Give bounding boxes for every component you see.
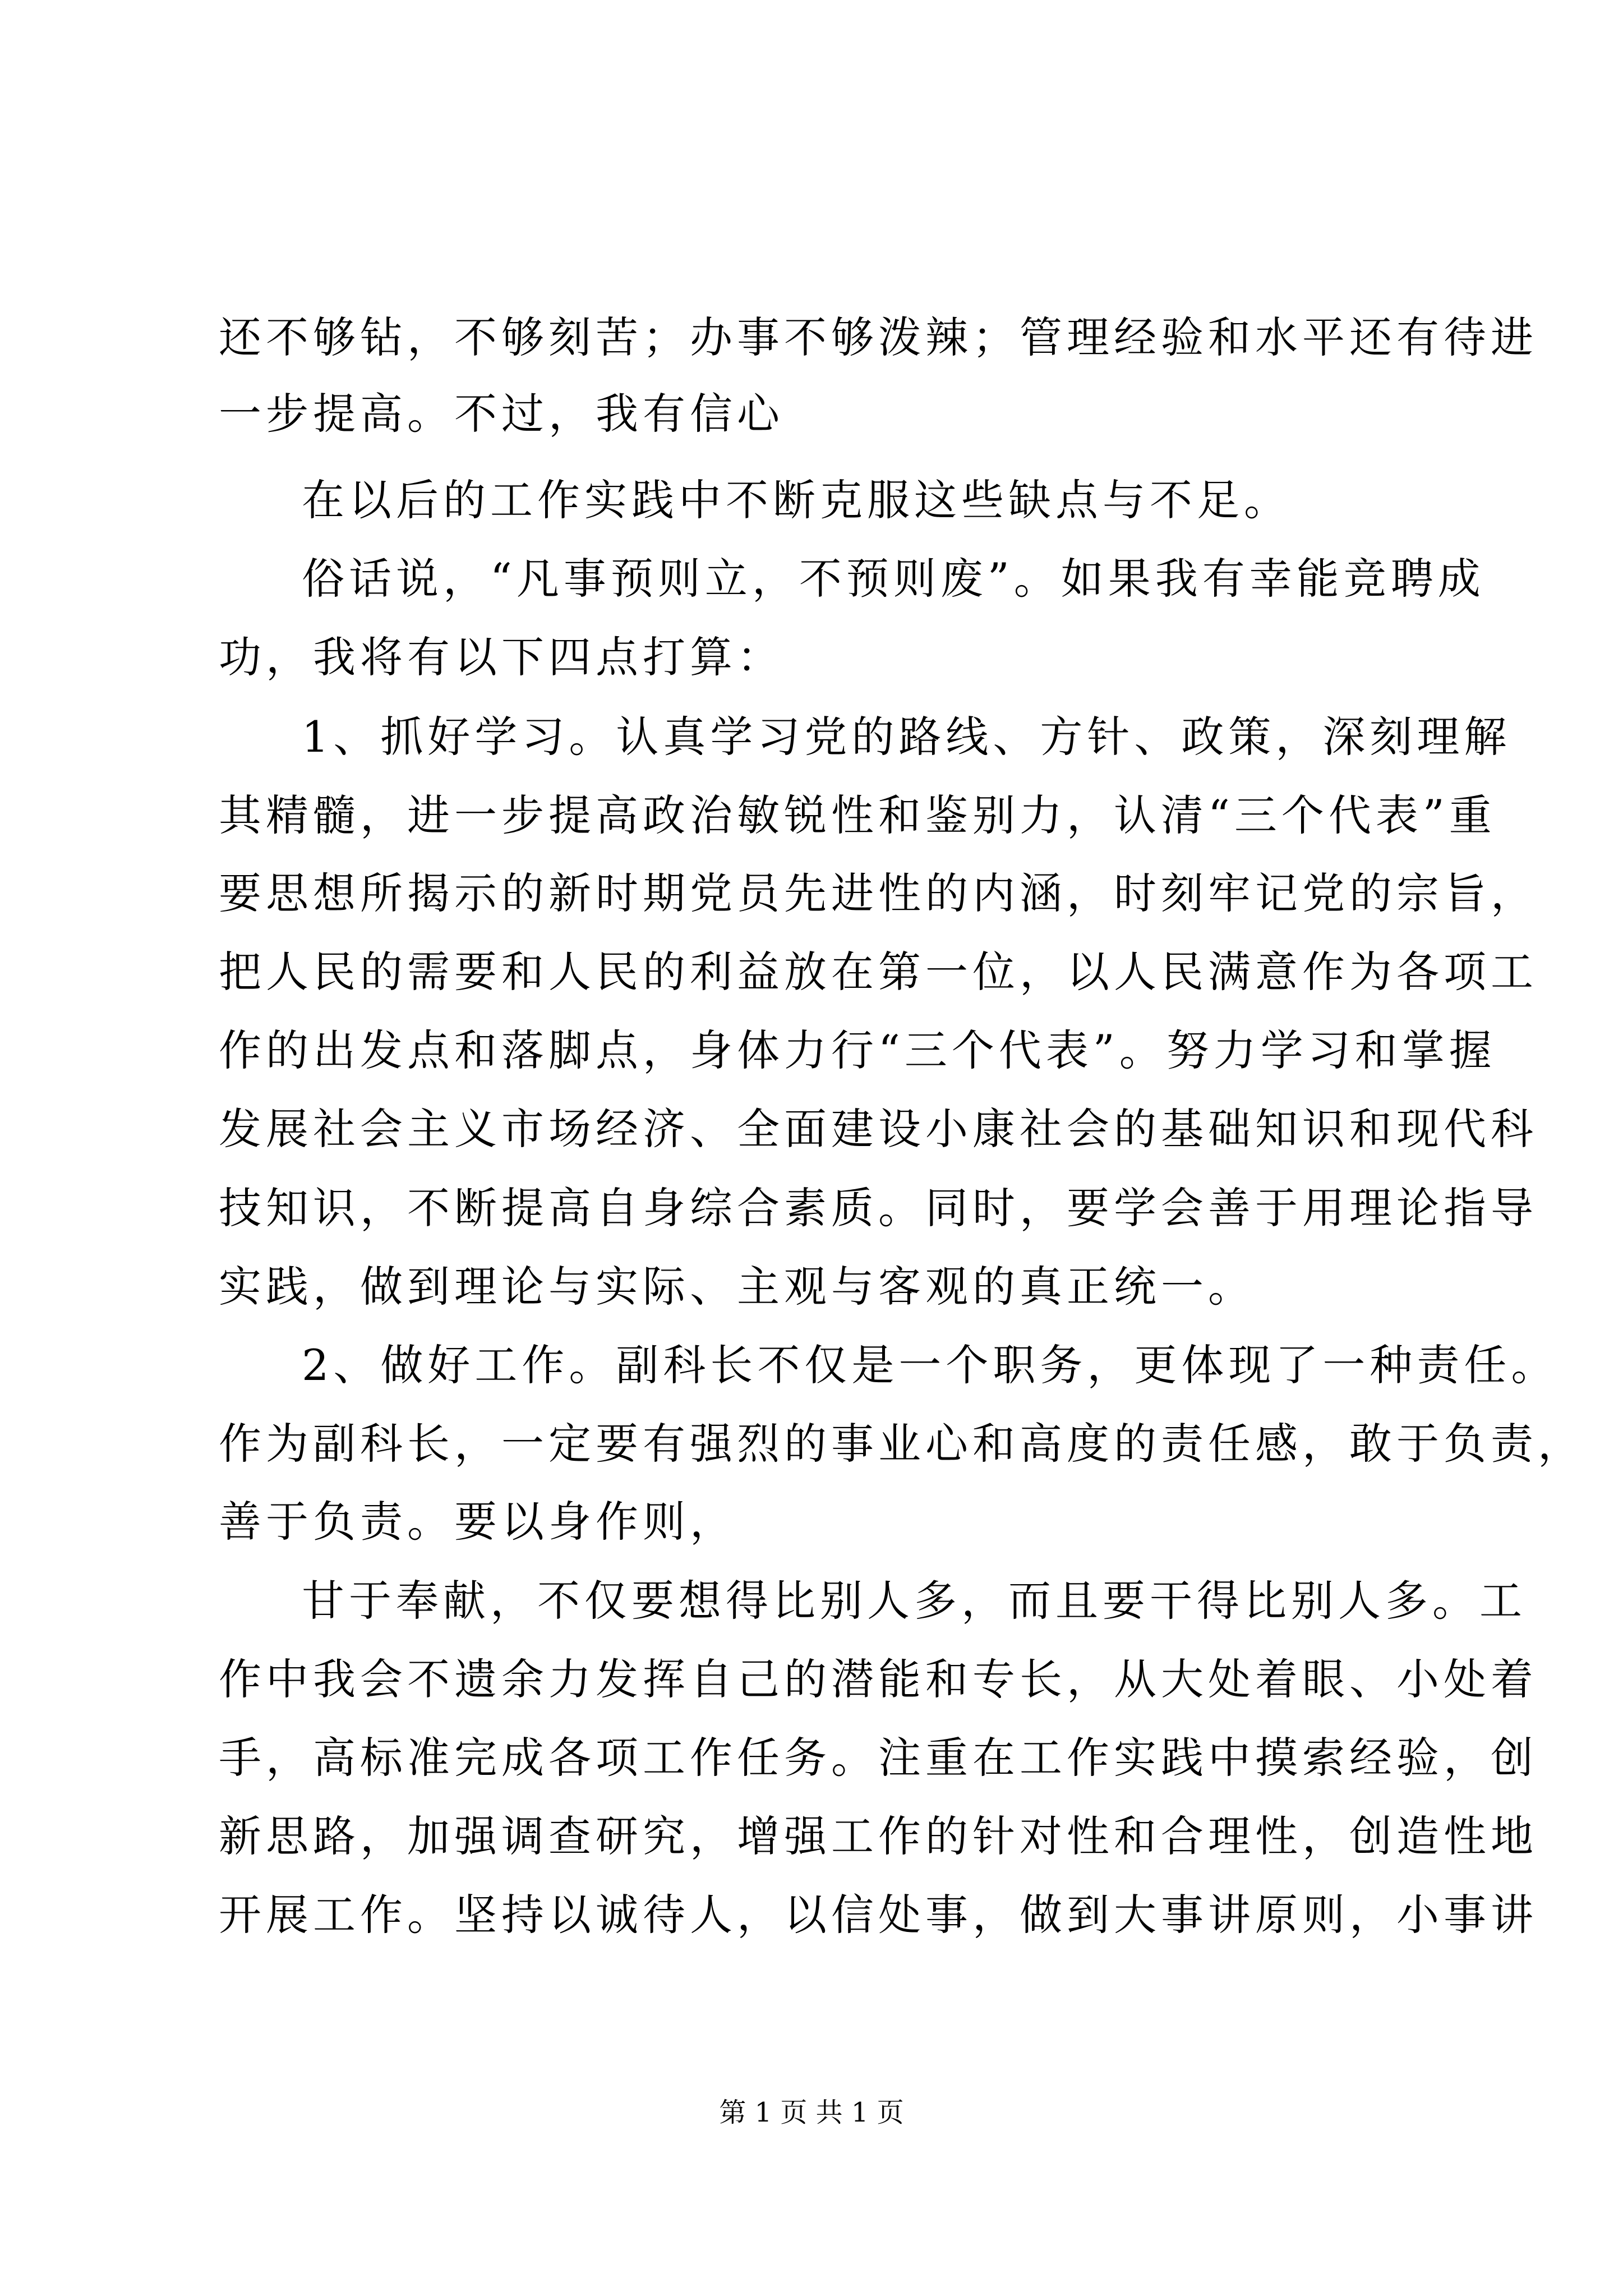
text-line: 新思路，加强调查研究，增强工作的针对性和合理性，创造性地 [219,1811,1538,1861]
text-line: 发展社会主义市场经济、全面建设小康社会的基础知识和现代科 [219,1104,1538,1154]
paragraph-start-line: 2、做好工作。副科长不仅是一个职务，更体现了一种责任。 [302,1340,1559,1390]
text-line: 开展工作。坚持以诚待人，以信处事，做到大事讲原则，小事讲 [219,1890,1538,1940]
text-line: 作为副科长，一定要有强烈的事业心和高度的责任感，敢于负责， [219,1419,1585,1469]
text-line: 其精髓，进一步提高政治敏锐性和鉴别力，认清“三个代表”重 [219,790,1496,840]
text-line: 要思想所揭示的新时期党员先进性的内涵，时刻牢记党的宗旨， [219,868,1538,918]
text-line: 把人民的需要和人民的利益放在第一位，以人民满意作为各项工 [219,947,1538,997]
text-line: 作的出发点和落脚点，身体力行“三个代表”。努力学习和掌握 [219,1025,1496,1075]
text-line: 善于负责。要以身作则， [219,1497,737,1547]
text-line: 作中我会不遗余力发挥自己的潜能和专长，从大处着眼、小处着 [219,1654,1538,1704]
page-footer: 第 1 页 共 1 页 [719,2097,904,2128]
text-line: 一步提高。不过，我有信心 [219,389,784,439]
paragraph-start-line: 俗话说，“凡事预则立，不预则废”。如果我有幸能竞聘成 [302,554,1485,604]
text-line: 技知识，不断提高自身综合素质。同时，要学会善于用理论指导 [219,1183,1538,1233]
text-line: 功，我将有以下四点打算： [219,632,784,682]
text-line: 手，高标准完成各项工作任务。注重在工作实践中摸索经验，创 [219,1733,1538,1783]
paragraph-start-line: 甘于奉献，不仅要想得比别人多，而且要干得比别人多。工 [302,1576,1527,1626]
text-line: 还不够钻，不够刻苦；办事不够泼辣；管理经验和水平还有待进 [219,312,1538,362]
text-line: 实践，做到理论与实际、主观与客观的真正统一。 [219,1262,1255,1312]
paragraph-start-line: 在以后的工作实践中不断克服这些缺点与不足。 [302,475,1291,525]
paragraph-start-line: 1、抓好学习。认真学习党的路线、方针、政策，深刻理解 [302,712,1511,762]
